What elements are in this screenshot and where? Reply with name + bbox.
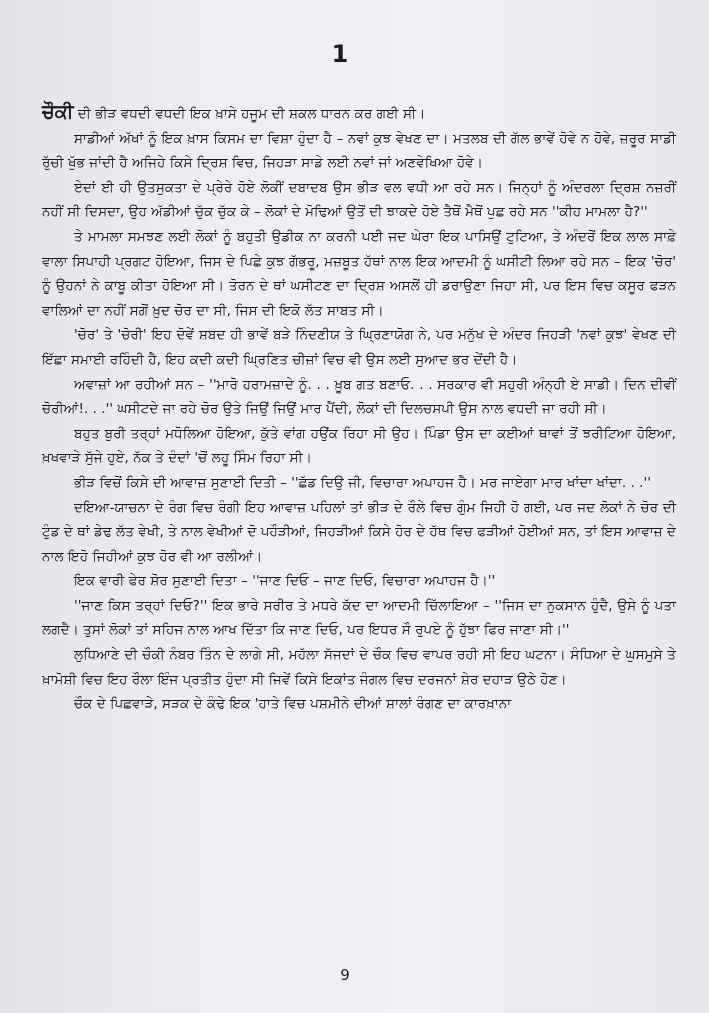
paragraph: ਸਾਡੀਆਂ ਅੱਖਾਂ ਨੂੰ ਇਕ ਖ਼ਾਸ ਕਿਸਮ ਦਾ ਵਿਸ਼ਾ ਹੁੰਦਾ ਹੈ – ਨਵਾਂ ਕੁਝ ਵੇਖਣ ਦਾ। ਮਤਲਬ ਦੀ ਗੱਲ ਭਾਵੇਂ ਹੋਵੇ ਨ ਹੋਵੇ, ਜ਼ਰੂਰ ਸਾਡੀ ਰੁੱਚੀ ਖੁੱਭ ਜਾਂਦੀ ਹੈ ਅਜਿਹੇ ਕਿਸੇ ਦ੍ਰਿਸ਼ ਵਿਚ, ਜਿਹੜਾ ਸਾਡੇ ਲਈ ਨਵਾਂ ਜਾਂ ਅਣਵੇਖਿਆ ਹੋਵੇ।	[42, 130, 676, 172]
paragraph: ਅਵਾਜ਼ਾਂ ਆ ਰਹੀਆਂ ਸਨ – ''ਮਾਰੋ ਹਰਾਮਜ਼ਾਦੇ ਨੂੰ. . . ਖ਼ੂਬ ਗਤ ਬਣਾਓ. . . ਸਰਕਾਰ ਵੀ ਸਹੁਰੀ ਅੰਨ੍ਹੀ ਏ ਸਾਡੀ। ਦਿਨ ਦੀਵੀਂ ਚੋਰੀਆਂ!. . .'' ਘਸੀਟਦੇ ਜਾ ਰਹੇ ਚੋਰ ਉਤੇ ਜਿਉਂ ਜਿਉਂ ਮਾਰ ਪੈਂਦੀ, ਲੋਕਾਂ ਦੀ ਦਿਲਚਸਪੀ ਉਸ ਨਾਲ ਵਧਦੀ ਜਾ ਰਹੀ ਸੀ।	[42, 376, 676, 418]
paragraph: ਤੇ ਮਾਮਲਾ ਸਮਝਣ ਲਈ ਲੋਕਾਂ ਨੂੰ ਬਹੁਤੀ ਉਡੀਕ ਨਾ ਕਰਨੀ ਪਈ ਜਦ ਘੇਰਾ ਇਕ ਪਾਸਿਉਂ ਟੁਟਿਆ, ਤੇ ਅੰਦਰੋਂ ਇਕ ਲਾਲ ਸਾਫ਼ੇ ਵਾਲਾ ਸਿਪਾਹੀ ਪ੍ਰਗਟ ਹੋਇਆ, ਜਿਸ ਦੇ ਪਿਛੇ ਕੁਝ ਗੱਭਰੂ, ਮਜ਼ਬੂਤ ਹੱਥਾਂ ਨਾਲ ਇਕ ਆਦਮੀ ਨੂੰ ਘਸੀਟੀ ਲਿਆ ਰਹੇ ਸਨ – ਇਕ 'ਚੋਰ' ਨੂੰ ਉਹਨਾਂ ਨੇ ਕਾਬੂ ਕੀਤਾ ਹੋਇਆ ਸੀ। ਤੋਰਨ ਦੇ ਥਾਂ ਘਸੀਟਣ ਦਾ ਦ੍ਰਿਸ਼ ਅਸਲੋਂ ਹੀ ਡਰਾਉਣਾ ਜਿਹਾ ਸੀ, ਪਰ ਇਸ ਵਿਚ ਕਸੂਰ ਫੜਨ ਵਾਲਿਆਂ ਦਾ ਨਹੀਂ ਸਗੋਂ ਖ਼ੁਦ ਚੋਰ ਦਾ ਸੀ, ਜਿਸ ਦੀ ਇਕੋ ਲੱਤ ਸਾਬਤ ਸੀ।	[42, 228, 676, 319]
paragraph: ਲੁਧਿਆਣੇ ਦੀ ਚੌਕੀ ਨੰਬਰ ਤਿੰਨ ਦੇ ਲਾਗੇ ਸੀ, ਮਹੱਲਾ ਸੱਜਦਾਂ ਦੇ ਚੌਕ ਵਿਚ ਵਾਪਰ ਰਹੀ ਸੀ ਇਹ ਘਟਨਾ। ਸੰਧਿਆ ਦੇ ਘੁਸਮੁਸੇ ਤੇ ਖ਼ਾਮੋਸ਼ੀ ਵਿਚ ਇਹ ਰੌਲਾ ਇੰਜ ਪ੍ਰਤੀਤ ਹੁੰਦਾ ਸੀ ਜਿਵੇਂ ਕਿਸੇ ਇਕਾਂਤ ਜੰਗਲ ਵਿਚ ਦਰਜਨਾਂ ਸ਼ੇਰ ਦਹਾੜ ਉਠੇ ਹੋਣ।	[42, 647, 676, 688]
paragraph: 'ਚੋਰ' ਤੇ 'ਚੋਰੀ' ਇਹ ਦੋਵੇਂ ਸ਼ਬਦ ਹੀ ਭਾਵੇਂ ਬੜੇ ਨਿੰਦਣੀਯ ਤੇ ਘ੍ਰਿਣਾਯੋਗ ਨੇ, ਪਰ ਮਨੁੱਖ ਦੇ ਅੰਦਰ ਜਿਹੜੀ 'ਨਵਾਂ ਕੁਝ' ਵੇਖਣ ਦੀ ਇੱਛਾ ਸਮਾਈ ਰਹਿੰਦੀ ਹੈ, ਇਹ ਕਦੀ ਕਦੀ ਘ੍ਰਿਣਿਤ ਚੀਜ਼ਾਂ ਵਿਚ ਵੀ ਉਸ ਲਈ ਸੁਆਦ ਭਰ ਦੇਂਦੀ ਹੈ।	[42, 327, 676, 368]
page-number: 9	[340, 966, 350, 984]
chapter-number: 1	[331, 40, 349, 68]
paragraph: ਚੌਕ ਦੇ ਪਿਛਵਾੜੇ, ਸੜਕ ਦੇ ਕੰਢੇ ਇਕ 'ਹਾਤੇ ਵਿਚ ਪਸ਼ਮੀਨੇ ਦੀਆਂ ਸ਼ਾਲਾਂ ਰੰਗਣ ਦਾ ਕਾਰਖ਼ਾਨਾ	[74, 696, 512, 713]
paragraph: ਇਕ ਵਾਰੀ ਫੇਰ ਸ਼ੋਰ ਸੁਣਾਈ ਦਿਤਾ – ''ਜਾਣ ਦਿਓ – ਜਾਣ ਦਿਓ, ਵਿਚਾਰਾ ਅਪਾਹਜ ਹੈ।''	[74, 573, 496, 590]
paragraph: ਭੀੜ ਵਿਚੋਂ ਕਿਸੇ ਦੀ ਆਵਾਜ਼ ਸੁਣਾਈ ਦਿਤੀ – ''ਛੱਡ ਦਿਉ ਜੀ, ਵਿਚਾਰਾ ਅਪਾਹਜ ਹੈ। ਮਰ ਜਾਏਗਾ ਮਾਰ ਖਾਂਦਾ ਖਾਂਦਾ. . .''	[74, 474, 651, 491]
paragraph: ਬਹੁਤ ਬੁਰੀ ਤਰ੍ਹਾਂ ਮਧੋਲਿਆ ਹੋਇਆ, ਕੁੱਤੇ ਵਾਂਗ ਹਉਂਕ ਰਿਹਾ ਸੀ ਉਹ। ਪਿੰਡਾ ਉਸ ਦਾ ਕਈਆਂ ਥਾਵਾਂ ਤੋਂ ਝਰੀਟਿਆ ਹੋਇਆ, ਖ਼ਖਵਾੜੇ ਸੁੱਜੇ ਹੁਏ, ਨੱਕ ਤੇ ਦੰਦਾਂ 'ਚੋਂ ਲਹੂ ਸਿੰਮ ਰਿਹਾ ਸੀ।	[42, 425, 676, 467]
paragraph-text: ਦੀ ਭੀੜ ਵਧਦੀ ਵਧਦੀ ਇਕ ਖ਼ਾਸੇ ਹਜੂਮ ਦੀ ਸ਼ਕਲ ਧਾਰਨ ਕਰ ਗਈ ਸੀ।	[73, 106, 426, 122]
paragraph: ''ਜਾਣ ਕਿਸ ਤਰ੍ਹਾਂ ਦਿਓ?'' ਇਕ ਭਾਰੇ ਸਰੀਰ ਤੇ ਮਧਰੇ ਕੱਦ ਦਾ ਆਦਮੀ ਚਿੱਲਾਇਆ – ''ਜਿਸ ਦਾ ਨੁਕਸਾਨ ਹੁੰਦੈ, ਉਸੇ ਨੂੰ ਪਤਾ ਲਗਦੈ। ਤੁਸਾਂ ਲੋਕਾਂ ਤਾਂ ਸਹਿਜ ਨਾਲ ਆਖ ਦਿੱਤਾ ਕਿ ਜਾਣ ਦਿਓ, ਪਰ ਇਧਰ ਸੌ ਰੁਪਏ ਨੂੰ ਹੁੱਝਾ ਫਿਰ ਜਾਣਾ ਸੀ।''	[42, 597, 676, 639]
paragraph	[42, 100, 676, 127]
opening-word: ਚੌਕੀ	[42, 101, 74, 123]
paragraph: ਦਇਆ-ਯਾਚਨਾ ਦੇ ਰੰਗ ਵਿਚ ਰੰਗੀ ਇਹ ਆਵਾਜ਼ ਪਹਿਲਾਂ ਤਾਂ ਭੀੜ ਦੇ ਰੌਲੇ ਵਿਚ ਗੁੰਮ ਜਿਹੀ ਹੋ ਗਈ, ਪਰ ਜਦ ਲੋਕਾਂ ਨੇ ਚੋਰ ਦੀ ਟੁੰਡ ਦੇ ਥਾਂ ਡੇਢ ਲੱਤ ਵੇਖੀ, ਤੇ ਨਾਲ ਵੇਖੀਆਂ ਦੋ ਪਹੌੜੀਆਂ, ਜਿਹੜੀਆਂ ਕਿਸੇ ਹੋਰ ਦੇ ਹੱਥ ਵਿਚ ਫੜੀਆਂ ਹੋਈਆਂ ਸਨ, ਤਾਂ ਇਸ ਆਵਾਜ਼ ਦੇ ਨਾਲ ਇਹੋ ਜਿਹੀਆਂ ਕੁਝ ਹੋਰ ਵੀ ਆ ਰਲੀਆਂ।	[42, 499, 676, 565]
body-text	[42, 100, 676, 717]
paragraph: ਏਦਾਂ ਈ ਹੀ ਉਤਸੁਕਤਾ ਦੇ ਪ੍ਰੇਰੇ ਹੋਏ ਲੋਕੀਂ ਦਬਾਦਬ ਉਸ ਭੀੜ ਵਲ ਵਧੀ ਆ ਰਹੇ ਸਨ। ਜਿਨ੍ਹਾਂ ਨੂੰ ਅੰਦਰਲਾ ਦ੍ਰਿਸ਼ ਨਜ਼ਰੀਂ ਨਹੀਂ ਸੀ ਦਿਸਦਾ, ਉਹ ਅੱਡੀਆਂ ਚੁੱਕ ਚੁੱਕ ਕੇ – ਲੋਕਾਂ ਦੇ ਮੋਢਿਆਂ ਉਤੋਂ ਦੀ ਝਾਕਦੇ ਹੋਏ ਤੈਥੋਂ ਮੈਥੋਂ ਪੁਛ ਰਹੇ ਸਨ ''ਕੀਹ ਮਾਮਲਾ ਹੈ?''	[42, 179, 676, 221]
